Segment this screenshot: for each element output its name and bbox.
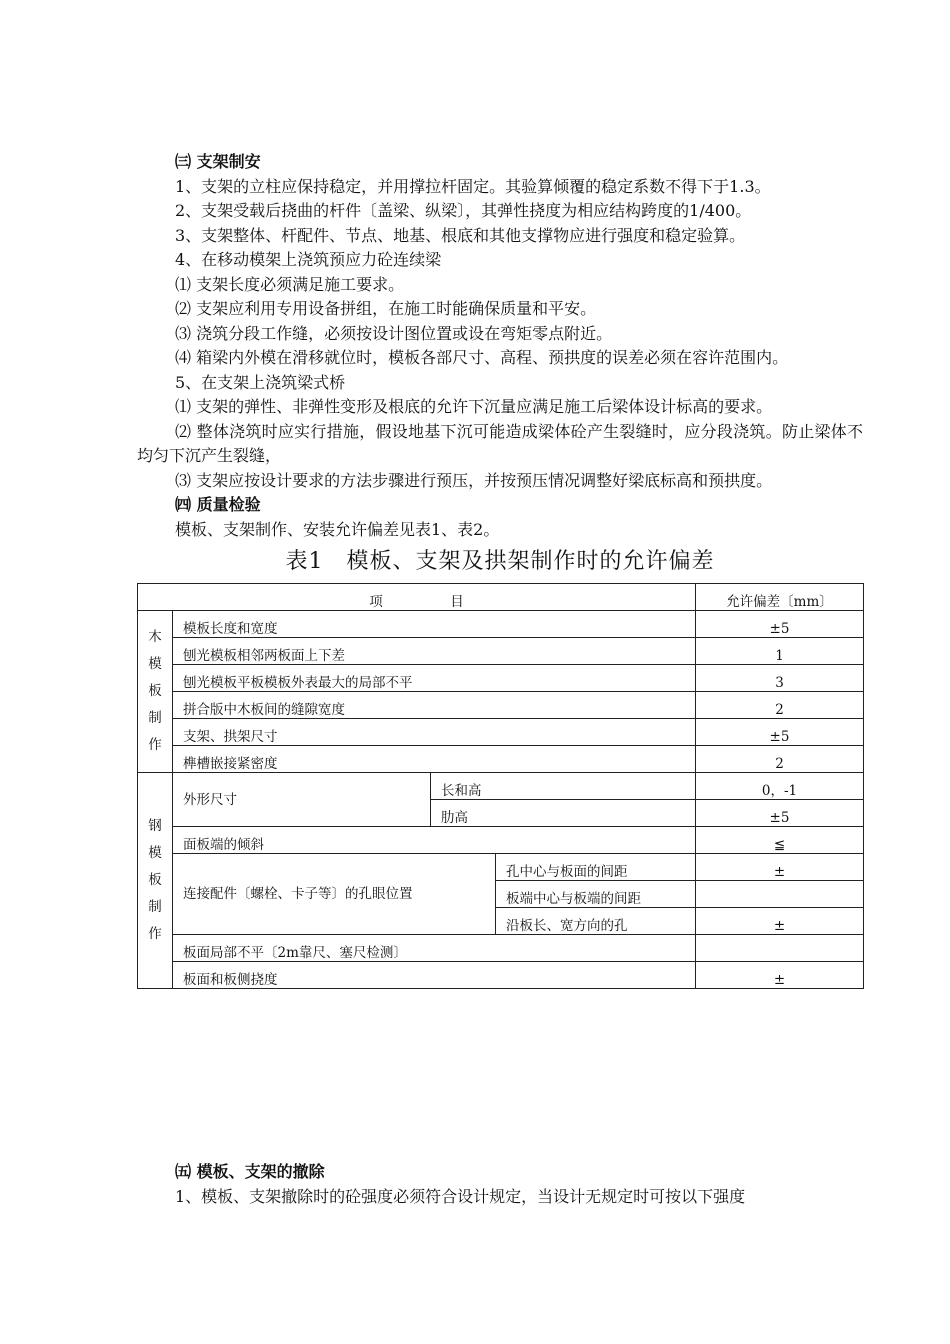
- paragraph: ⑶ 支架应按设计要求的方法步骤进行预压，并按预压情况调整好梁底标高和预拱度。: [175, 470, 773, 490]
- table-row: [138, 773, 864, 800]
- table-header-row: [138, 584, 864, 611]
- row-value: 1: [696, 638, 864, 665]
- row-value: ±: [696, 908, 864, 935]
- row-value: [696, 881, 864, 908]
- row-value: ±5: [696, 800, 864, 827]
- table-title: 表1 模板、支架及拱架制作时的允许偏差: [285, 549, 715, 574]
- row-item: 板面局部不平〔2m靠尺、塞尺检测〕: [173, 935, 696, 962]
- paragraph: ⑴ 支架长度必须满足施工要求。: [175, 274, 405, 294]
- row-subitem: 长和高: [431, 773, 696, 800]
- paragraph: ⑵ 支架应利用专用设备拼组，在施工时能确保质量和平安。: [175, 299, 597, 318]
- table-row: [138, 611, 864, 638]
- table-row: [138, 665, 864, 692]
- row-subitem: 孔中心与板面的间距: [496, 854, 696, 881]
- table-row: [138, 854, 864, 881]
- table-row: [138, 935, 864, 962]
- row-item: 模板长度和宽度: [173, 611, 696, 638]
- row-value: ±5: [696, 719, 864, 746]
- section5: [137, 1160, 863, 1209]
- section3-heading: ㈢ 支架制安: [175, 152, 261, 171]
- row-item: 拼合版中木板间的缝隙宽度: [173, 692, 696, 719]
- paragraph: 2、支架受载后挠曲的杆件〔盖梁、纵梁〕，其弹性挠度为相应结构跨度的1/400。: [175, 201, 752, 220]
- steel-group-label: 钢 模 板 制 作: [138, 773, 173, 989]
- document-body: [137, 150, 863, 989]
- paragraph: ⑶ 浇筑分段工作缝，必须按设计图位置或设在弯矩零点附近。: [175, 323, 613, 343]
- row-item: 板面和板侧挠度: [173, 962, 696, 989]
- row-subitem: 板端中心与板端的间距: [496, 881, 696, 908]
- paragraph: 3、支架整体、杆配件、节点、地基、根底和其他支撑物应进行强度和稳定验算。: [175, 225, 746, 245]
- row-value: [696, 935, 864, 962]
- row-value: 2: [696, 746, 864, 773]
- paragraph: 模板、支架制作、安装允许偏差见表1、表2。: [175, 519, 500, 539]
- row-item: 外形尺寸: [173, 773, 431, 827]
- row-subitem: 沿板长、宽方向的孔: [496, 908, 696, 935]
- table-row: [138, 827, 864, 854]
- row-value: ±: [696, 962, 864, 989]
- table-row: [138, 638, 864, 665]
- paragraph: 4、在移动模架上浇筑预应力砼连续梁: [175, 250, 442, 269]
- paragraph: ⑷ 箱梁内外模在滑移就位时，模板各部尺寸、高程、预拱度的误差必须在容许范围内。: [175, 348, 789, 367]
- row-value: ±5: [696, 611, 864, 638]
- row-subitem: 肋高: [431, 800, 696, 827]
- paragraph: 5、在支架上浇筑梁式桥: [175, 372, 346, 392]
- table-row: [138, 692, 864, 719]
- header-value: 允许偏差〔mm〕: [696, 584, 864, 611]
- table-row: [138, 962, 864, 989]
- row-value: 3: [696, 665, 864, 692]
- table-row: [138, 719, 864, 746]
- row-item: 刨光模板平板模板外表最大的局部不平: [173, 665, 696, 692]
- tolerance-table: [137, 583, 864, 989]
- row-value: 2: [696, 692, 864, 719]
- row-item: 刨光模板相邻两板面上下差: [173, 638, 696, 665]
- section5-heading: ㈤ 模板、支架的撤除: [175, 1162, 325, 1181]
- wood-group-label: 木 模 板 制 作: [138, 611, 173, 773]
- row-item: 支架、拱架尺寸: [173, 719, 696, 746]
- paragraph: 1、支架的立柱应保持稳定，并用撑拉杆固定。其验算倾覆的稳定系数不得下于1.3。: [175, 176, 771, 196]
- row-value: ≦: [696, 827, 864, 854]
- row-value: ±: [696, 854, 864, 881]
- row-item: 连接配件〔螺栓、卡子等〕的孔眼位置: [173, 854, 496, 935]
- row-item: 榫槽嵌接紧密度: [173, 746, 696, 773]
- table-row: [138, 746, 864, 773]
- row-item: 面板端的倾斜: [173, 827, 696, 854]
- section4-heading: ㈣ 质量检验: [175, 495, 261, 514]
- paragraph: 1、模板、支架撤除时的砼强度必须符合设计规定，当设计无规定时可按以下强度: [175, 1186, 746, 1206]
- paragraph: ⑴ 支架的弹性、非弹性变形及根底的允许下沉量应满足施工后梁体设计标高的要求。: [175, 397, 773, 416]
- header-item: 项 目: [138, 584, 696, 611]
- paragraph: ⑵ 整体浇筑时应实行措施，假设地基下沉可能造成梁体砼产生裂缝时，应分段浇筑。防止梁体不均匀下沉产生裂缝，: [137, 421, 863, 465]
- row-value: 0，-1: [696, 773, 864, 800]
